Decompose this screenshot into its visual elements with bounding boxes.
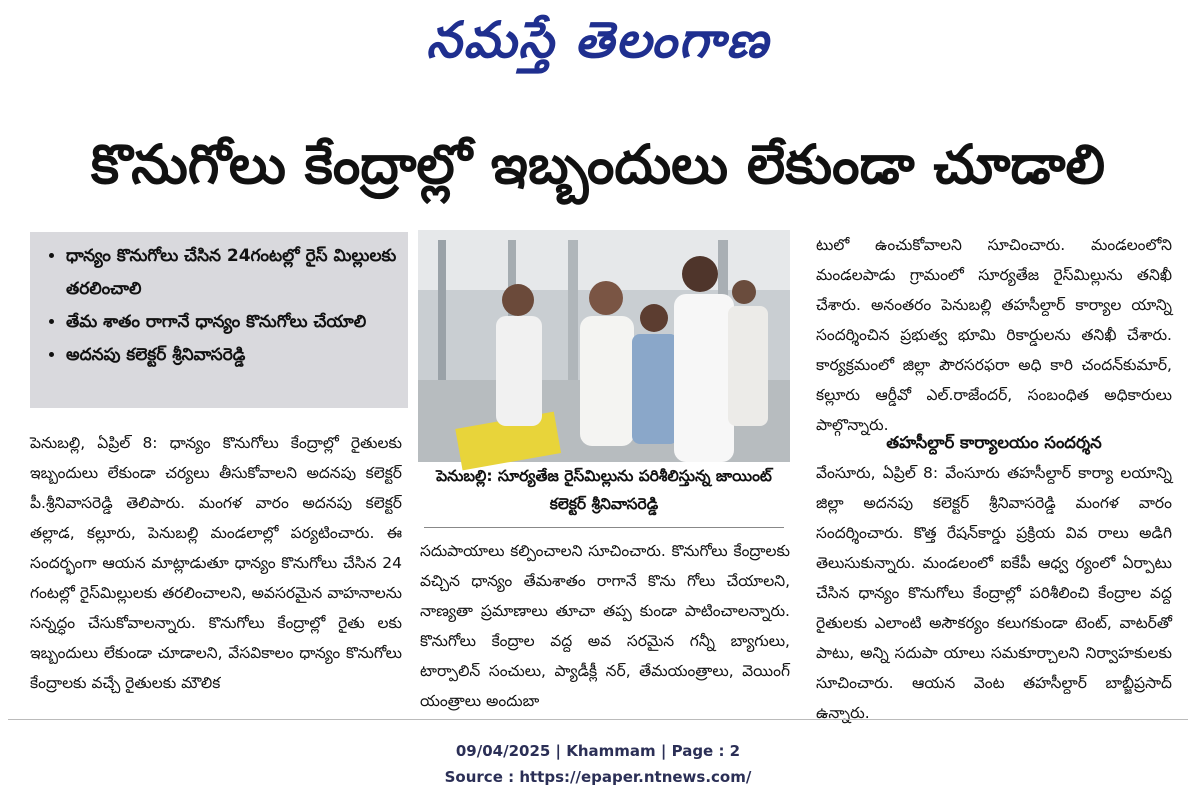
highlight-item: • ధాన్యం కొనుగోలు చేసిన 24గంటల్లో రైస్ మిల్లులకు తరలించాలి bbox=[66, 240, 398, 306]
photo-caption: పెనుబల్లి: సూర్యతేజ రైస్‌మిల్లును పరిశీలిస్తున్న జాయింట్ కలెక్టర్ శ్రీనివాసరెడ్డి bbox=[436, 467, 772, 513]
page-footer bbox=[0, 738, 1196, 790]
article-column-3: టులో ఉంచుకోవాలని సూచించారు. మండలంలోని మండలపాడు గ్రామంలో సూర్యతేజ రైస్‌మిల్లును తనిఖీ చేశారు. అనంతరం పెనుబల్లి తహసీల్దార్ కార్యాల యాన్ని సందర్శించిన ప్రభుత్వ భూమి రికార్డులను తనిఖీ చేశారు. కార్యక్రమంలో జిల్లా పౌరసరఫరా అధి కారి చందన్‌కుమార్, కల్లూరు ఆర్డీవో ఎల్.రాజేందర్, సంబంధిత అధికారులు పాల్గొన్నారు. bbox=[816, 236, 1172, 434]
footer-source-link[interactable]: Source : https://epaper.ntnews.com/ bbox=[444, 768, 752, 786]
footer-divider bbox=[8, 719, 1188, 720]
article-subheading: తహసీల్దార్ కార్యాలయం సందర్శన bbox=[886, 433, 1102, 452]
highlights-box bbox=[30, 232, 408, 408]
highlight-item: • తేమ శాతం రాగానే ధాన్యం కొనుగోలు చేయాలి bbox=[66, 306, 398, 339]
article-column-1: పెనుబల్లి, ఏప్రిల్ 8: ధాన్యం కొనుగోలు కేంద్రాల్లో రైతులకు ఇబ్బందులు లేకుండా చర్యలు తీసుకోవాలని అదనపు కలెక్టర్ పీ.శ్రీనివాసరెడ్డి తెలిపారు. మంగళ వారం అదనపు కలెక్టర్ తల్లాడ, కల్లూరు, పెనుబల్లి మండలాల్లో పర్యటించారు. ఈ సందర్భంగా ఆయన మాట్లాడుతూ ధాన్యం కొనుగోలు చేసిన 24 గంటల్లో రైస్‌మిల్లులకు తరలించాలని, అవసరమైన వాహనాలను సన్నద్ధం చేసుకోవాలన్నారు. కొనుగోలు కేంద్రాల్లో రైతు లకు ఇబ్బందులు లేకుండా చూడాలని, వేసవికాలం ధాన్యం కొనుగోలు కేంద్రాలకు వచ్చే రైతులకు మౌలిక bbox=[30, 434, 402, 692]
newspaper-masthead bbox=[0, 4, 1196, 76]
article-photo bbox=[418, 230, 790, 462]
caption-divider bbox=[424, 527, 784, 528]
article-column-3-continued: వేంసూరు, ఏప్రిల్ 8: వేంసూరు తహసీల్దార్ కార్యా లయాన్ని జిల్లా అదనపు కలెక్టర్ శ్రీనివాసరెడ్డి మంగళ వారం సందర్శించారు. కొత్త రేషన్‌కార్డు ప్రక్రియ వివ రాలు అడిగి తెలుసుకున్నారు. మండలంలో ఐకేపీ ఆధ్వ ర్యంలో ఏర్పాటు చేసిన ధాన్యం కొనుగోలు కేంద్రాల్లో పరిశీలించి కేంద్రాల వద్ద రైతులకు ఎలాంటి అసౌకర్యం కలుగకుండా టెంట్, వాటర్‌తో పాటు, అన్ని సదుపా యాలు సమకూర్చాలని నిర్వాహకులకు సూచించారు. ఆయన వెంట తహసీల్దార్ బాబ్జీప్రసాద్ ఉన్నారు. bbox=[816, 464, 1172, 722]
highlights-list bbox=[40, 240, 398, 372]
highlight-item: • అదనపు కలెక్టర్ శ్రీనివాసరెడ్డి bbox=[66, 339, 398, 372]
article-headline: కొనుగోలు కేంద్రాల్లో ఇబ్బందులు లేకుండా చూడాలి bbox=[90, 133, 1106, 196]
article-column-2: సదుపాయాలు కల్పించాలని సూచించారు. కొనుగోలు కేంద్రాలకు వచ్చిన ధాన్యం తేమశాతం రాగానే కొను గోలు చేయాలని, నాణ్యతా ప్రమాణాలు తూచా తప్ప కుండా పాటించాలన్నారు. కొనుగోలు కేంద్రాల వద్ద అవ సరమైన గన్నీ బ్యాగులు, టార్పాలిన్ సంచులు, ప్యాడీక్లీ నర్, తేమయంత్రాలు, వెయింగ్ యంత్రాలు అందుబా bbox=[420, 542, 790, 710]
masthead-title: నమస్తే తెలంగాణ bbox=[426, 10, 770, 69]
footer-date-edition: 09/04/2025 | Khammam | Page : 2 bbox=[455, 742, 741, 760]
